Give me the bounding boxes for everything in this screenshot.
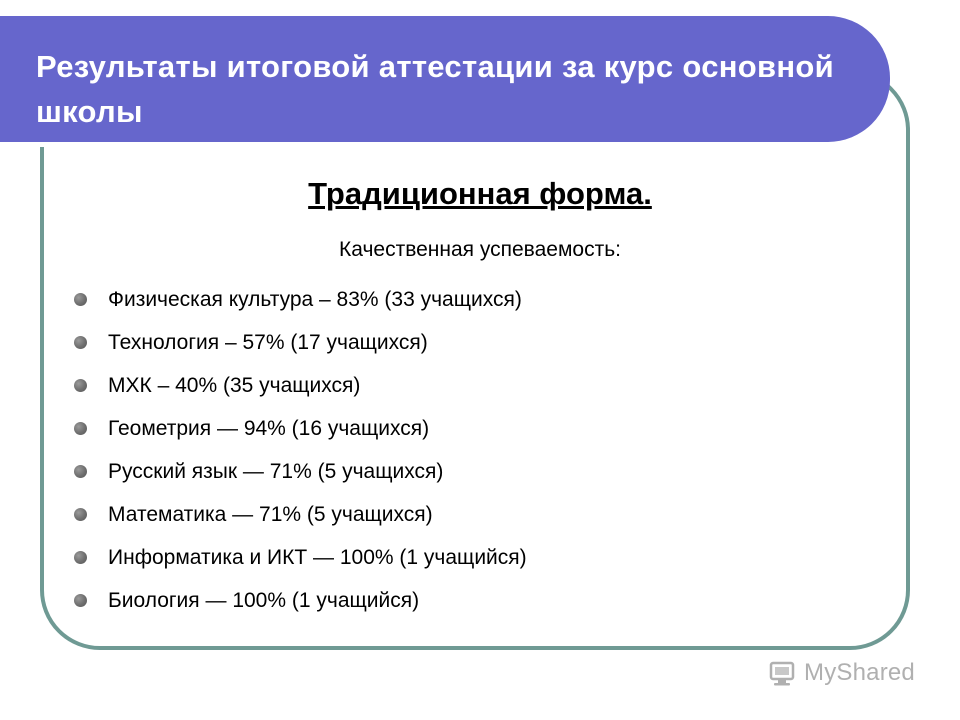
list-item-text: Русский язык — 71% (5 учащихся) <box>108 460 444 483</box>
list-item-text: Технология – 57% (17 учащихся) <box>108 331 428 354</box>
bullet-icon <box>74 508 87 521</box>
bullet-icon <box>74 465 87 478</box>
myshared-watermark <box>768 657 915 689</box>
list-item <box>74 364 527 407</box>
bullet-icon <box>74 379 87 392</box>
list-item <box>74 493 527 536</box>
list-item <box>74 278 527 321</box>
title-banner <box>0 16 890 142</box>
list-item <box>74 407 527 450</box>
bullet-icon <box>74 422 87 435</box>
watermark-text: MyShared <box>804 659 915 686</box>
list-item <box>74 579 527 622</box>
list-item-text: Биология — 100% (1 учащийся) <box>108 589 420 612</box>
myshared-logo-icon <box>768 659 798 687</box>
bullet-icon <box>74 551 87 564</box>
list-item-text: МХК – 40% (35 учащихся) <box>108 374 361 397</box>
list-item-text: Информатика и ИКТ — 100% (1 учащийся) <box>108 546 527 569</box>
list-item-text: Геометрия — 94% (16 учащихся) <box>108 417 430 440</box>
list-item <box>74 450 527 493</box>
title-underline <box>0 142 848 147</box>
list-item-text: Физическая культура – 83% (33 учащихся) <box>108 288 522 311</box>
bullet-icon <box>74 293 87 306</box>
results-list <box>74 278 527 622</box>
list-item-text: Математика — 71% (5 учащихся) <box>108 503 433 526</box>
bullet-icon <box>74 594 87 607</box>
slide-caption: Качественная успеваемость: <box>339 238 621 261</box>
bullet-icon <box>74 336 87 349</box>
list-item <box>74 536 527 579</box>
list-item <box>74 321 527 364</box>
slide-title: Результаты итоговой аттестации за курс основной школы <box>36 49 834 129</box>
slide-subtitle: Традиционная форма. <box>308 176 652 211</box>
